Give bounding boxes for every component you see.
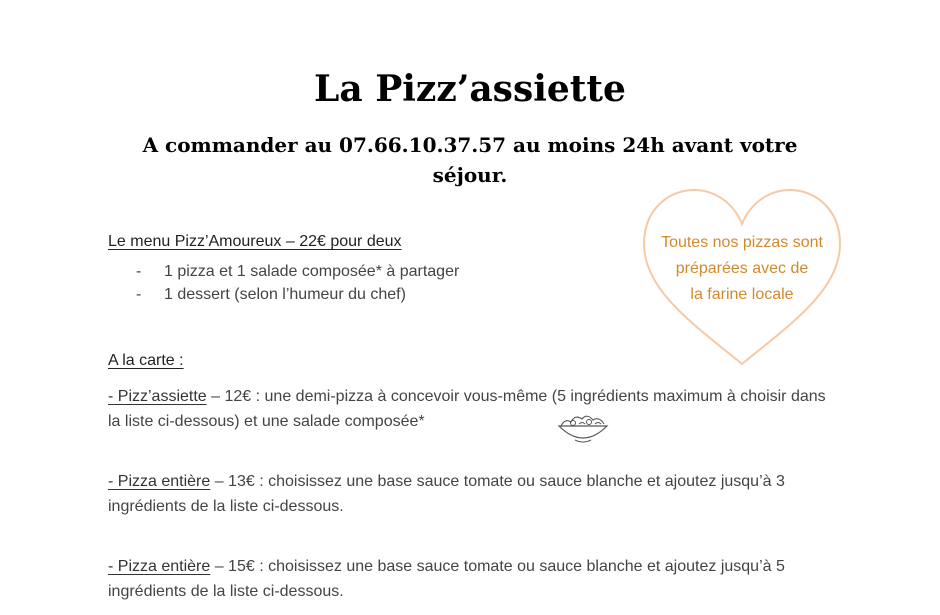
- carte-title: A la carte :: [108, 352, 184, 369]
- item-description: – 13€ : choisissez une base sauce tomate ou sauce blanche et ajoutez jusqu’à 3 ingrédients de la liste ci-dessous.: [108, 473, 785, 515]
- menu-item-dessert: 1 dessert (selon l’humeur du chef): [164, 286, 406, 303]
- local-flour-heart: [636, 186, 848, 370]
- order-instructions: A commander au 07.66.10.37.57 au moins 24h avant votre séjour.: [142, 133, 798, 187]
- list-item: - 1 dessert (selon l’humeur du chef): [136, 286, 406, 303]
- item-name: - Pizz’assiette: [108, 388, 207, 405]
- carte-item-pizzassiette: [108, 384, 828, 434]
- item-name: - Pizza entière: [108, 558, 211, 575]
- item-description: – 15€ : choisissez une base sauce tomate ou sauce blanche et ajoutez jusqu’à 5 ingrédients de la liste ci-dessous.: [108, 558, 785, 600]
- item-description: – 12€ : une demi-pizza à concevoir vous-même (5 ingrédients maximum à choisir dans la liste ci-dessous) et une salade composée*: [108, 388, 826, 430]
- heart-line-1: Toutes nos pizzas sont: [661, 234, 823, 251]
- menu-item-pizza-salad: 1 pizza et 1 salade composée* à partager: [164, 263, 460, 280]
- heart-text: [636, 230, 848, 308]
- salad-bowl-icon: [555, 410, 611, 446]
- carte-item-pizza-entiere-15: [108, 554, 828, 604]
- heart-line-2: préparées avec de: [675, 260, 809, 277]
- page-title: La Pizz’assiette: [314, 68, 626, 110]
- list-item: - 1 pizza et 1 salade composée* à partager: [136, 263, 460, 280]
- menu-title: Le menu Pizz’Amoureux – 22€ pour deux: [108, 233, 402, 250]
- carte-item-pizza-entiere-13: [108, 469, 828, 519]
- menu-list: [132, 260, 459, 306]
- item-name: - Pizza entière: [108, 473, 211, 490]
- heart-line-3: la farine locale: [690, 286, 794, 303]
